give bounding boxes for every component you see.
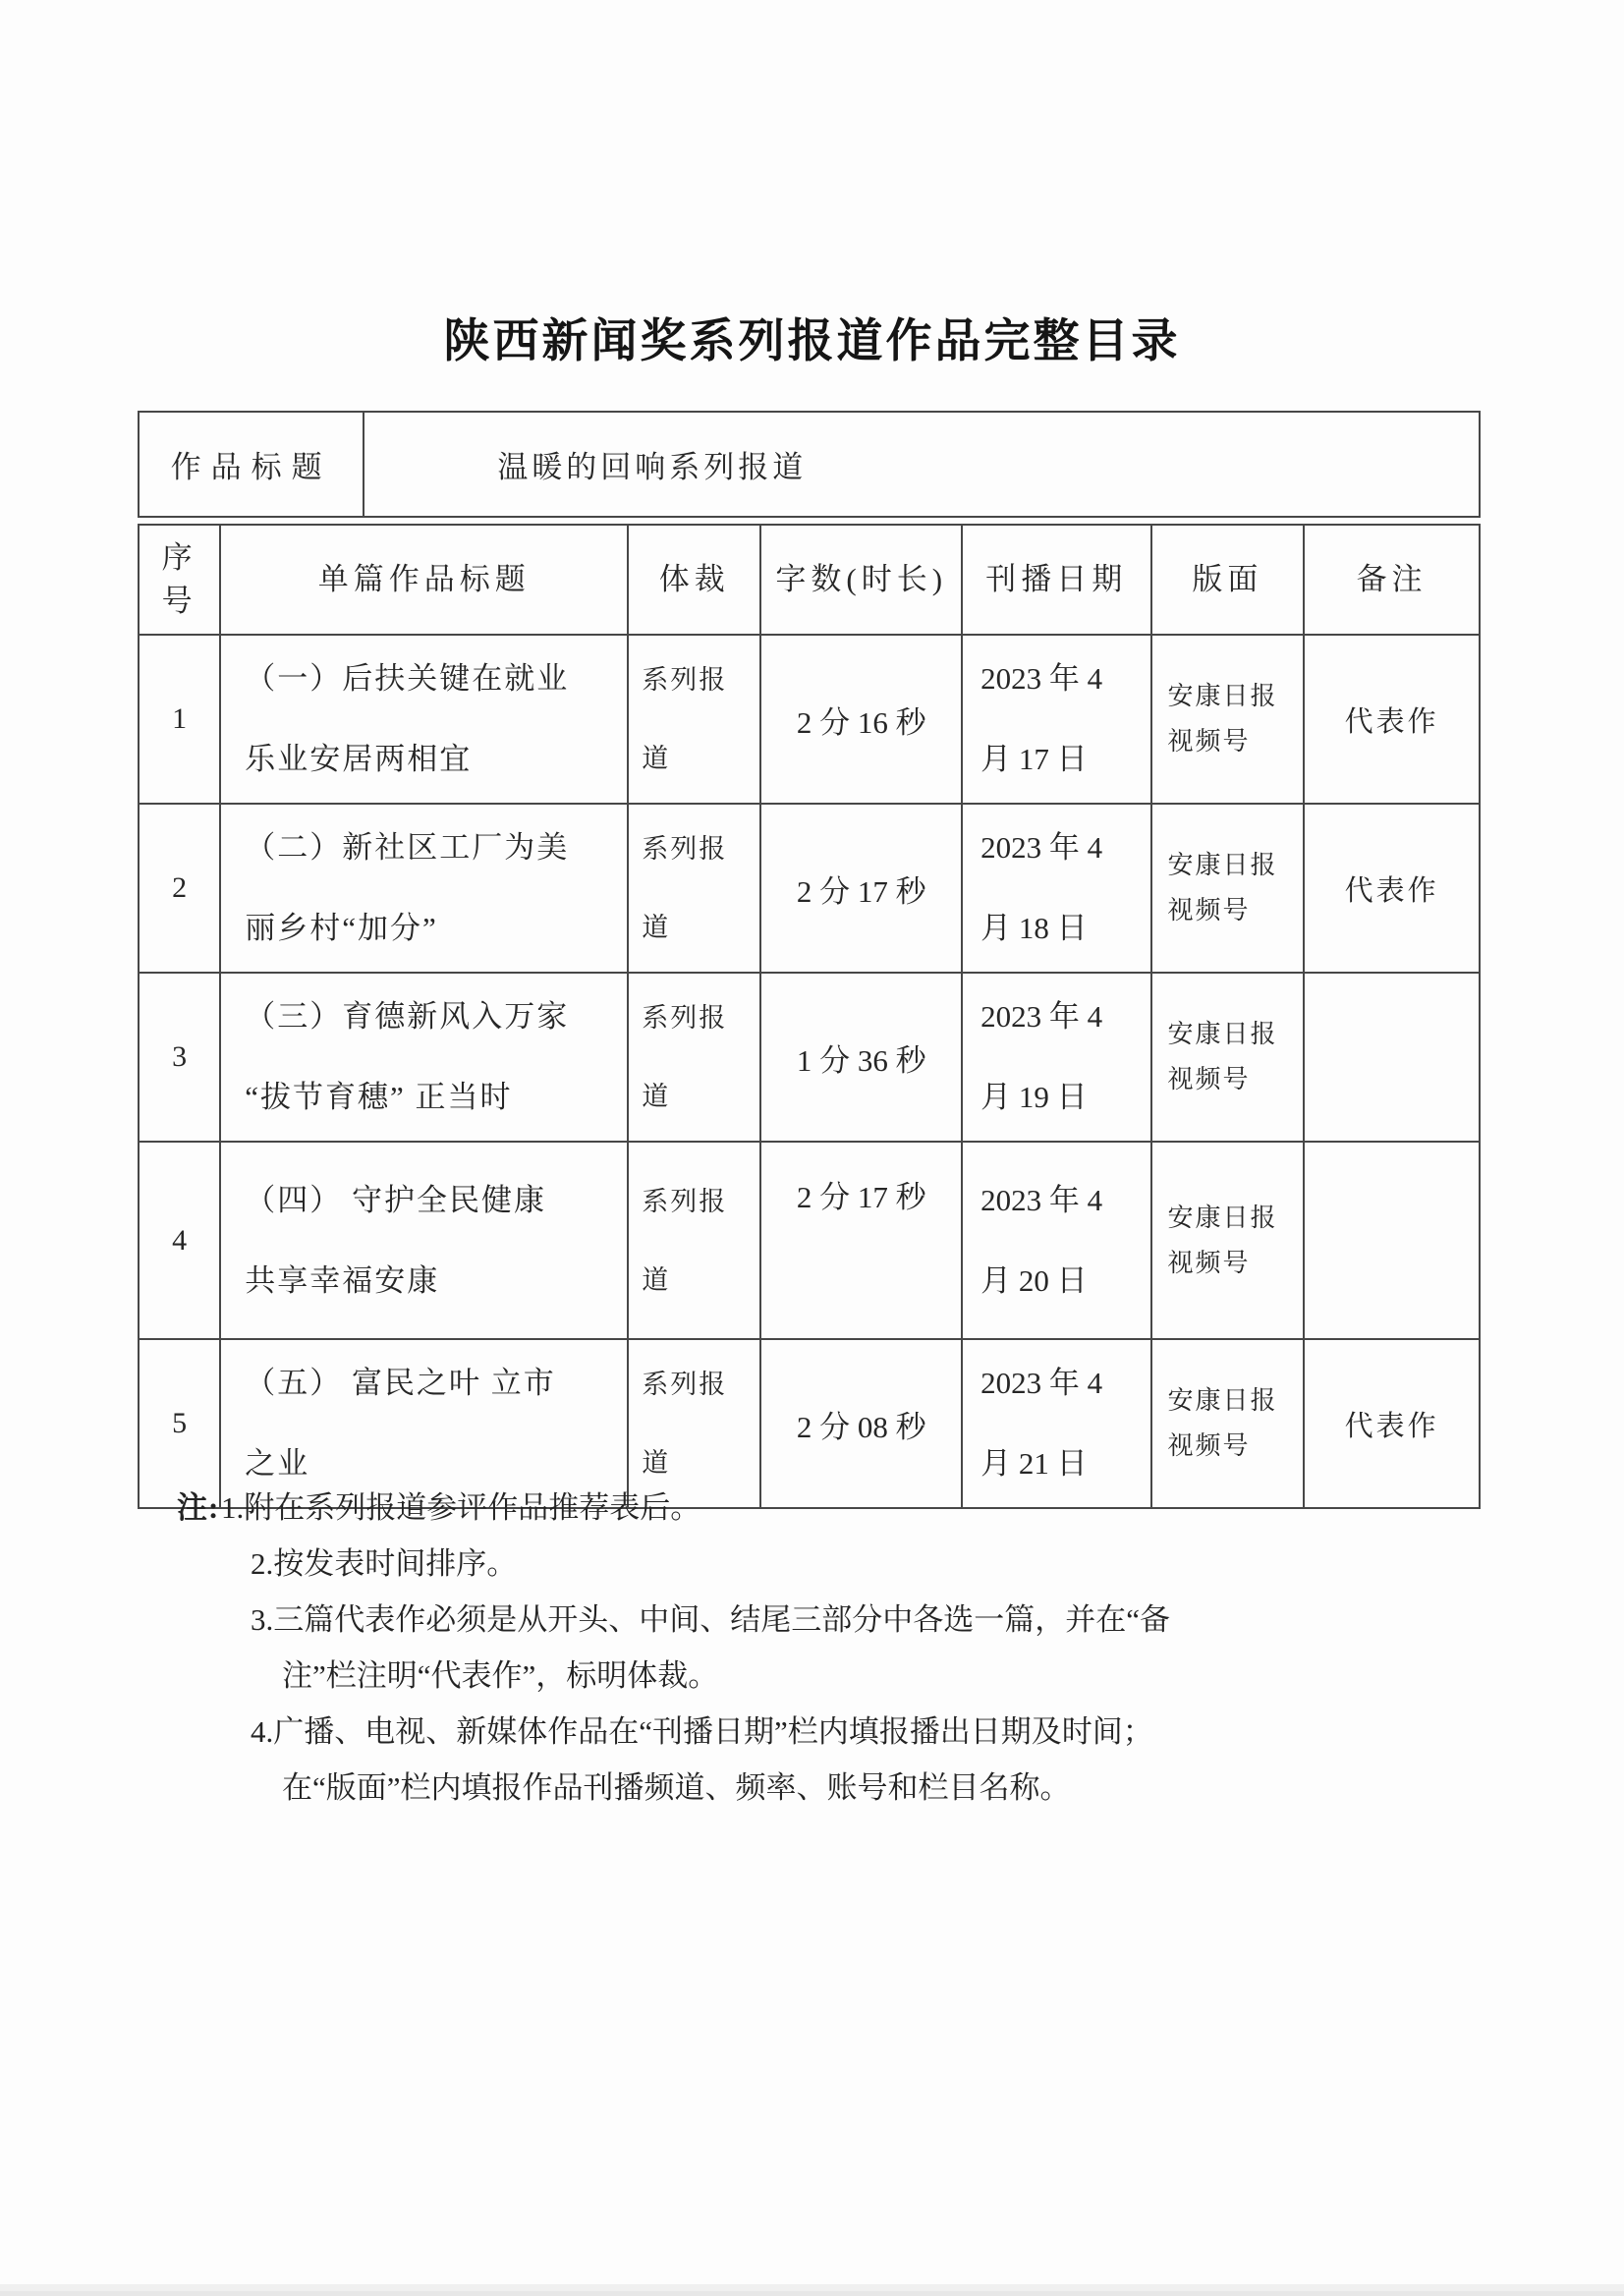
document-title: 陕西新闻奖系列报道作品完整目录 [443,314,1181,366]
work-row [139,804,1480,973]
genre-cell [628,973,760,1142]
page-cell [1151,804,1305,973]
page-cell [1151,973,1305,1142]
cell-line: 视频号 [1167,1065,1251,1093]
cell-line: 单篇作品标题 [317,562,531,596]
cell-line: 安康日报 [1167,851,1278,879]
cell-line: 月 19 日 [980,1080,1088,1114]
works-table-body [139,635,1480,1508]
cell-line: 道 [642,744,671,773]
page-cell [1151,1142,1305,1339]
works-table [138,411,1481,1509]
cell-line: 字数(时长) [775,562,948,596]
notes-items [221,1480,1513,1816]
notes-label: 注: [177,1490,220,1525]
work-title-row [139,412,1480,517]
work-title-cell [220,973,628,1142]
work-title-cell [220,635,628,804]
cell-line: （三）育德新风入万家 [245,999,570,1034]
cell-line: 月 17 日 [980,742,1088,776]
note-line: 3.三篇代表作必须是从开头、中间、结尾三部分中各选一篇，并在“备 [251,1602,1171,1637]
works-list-table [138,524,1481,1509]
cell-line: 安康日报 [1167,1386,1278,1415]
cell-line: 月 18 日 [980,911,1088,945]
duration-cell: 2 分 17 秒 [760,1142,962,1339]
genre-cell [628,1142,760,1339]
cell-line: 道 [642,1082,671,1111]
work-title-cell [220,1142,628,1339]
row-number-cell: 3 [139,973,220,1142]
note-item [251,1704,1513,1816]
work-row [139,1142,1480,1339]
cell-line: 安康日报 [1167,1203,1278,1232]
note-line: 在“版面”栏内填报作品刊播频道、频率、账号和栏目名称。 [282,1770,1071,1805]
genre-cell [628,804,760,973]
publish-date-cell [962,635,1150,804]
single-work-title-header-cell [220,525,628,635]
cell-line: 月 20 日 [980,1262,1088,1298]
cell-line: 丽乡村“加分” [245,911,438,945]
cell-line: 乐业安居两相宜 [245,742,473,776]
note-line: 注”栏注明“代表作”，标明体裁。 [282,1658,719,1693]
cell-line: 视频号 [1167,1248,1251,1277]
note-line: 2.按发表时间排序。 [251,1546,518,1581]
publish-date-cell [962,804,1150,973]
remark-cell [1304,1142,1480,1339]
cell-line: 体裁 [658,562,730,596]
row-number-cell: 4 [139,1142,220,1339]
cell-line: 版面 [1192,562,1263,596]
note-item [251,1592,1513,1704]
scan-edge-artifact [0,2284,1624,2296]
work-row [139,635,1480,804]
publish-date-header-cell [962,525,1150,635]
cell-line: 安康日报 [1167,1020,1278,1048]
serial-number-header-cell [139,525,220,635]
remark-cell: 代表作 [1304,1339,1480,1508]
cell-line: 2023 年 4 [980,661,1103,696]
cell-line: 刊播日期 [985,562,1128,596]
genre-cell [628,635,760,804]
cell-line: 号 [161,584,197,618]
publish-date-cell [962,973,1150,1142]
duration-cell: 2 分 17 秒 [760,804,962,973]
cell-line: 系列报 [642,834,728,864]
page-cell [1151,635,1305,804]
duration-cell: 2 分 16 秒 [760,635,962,804]
duration-cell: 1 分 36 秒 [760,973,962,1142]
remark-header-cell [1304,525,1480,635]
works-table-header [139,525,1480,635]
cell-line: 2023 年 4 [980,1366,1103,1400]
cell-line: 系列报 [642,1003,728,1033]
cell-line: 系列报 [642,1370,728,1399]
cell-line: 视频号 [1167,1431,1251,1460]
note-item [251,1536,1513,1592]
cell-line: 道 [642,913,671,942]
note-line: 4.广播、电视、新媒体作品在“刊播日期”栏内填报播出日期及时间； [251,1714,1153,1749]
cell-line: 道 [642,1448,671,1478]
cell-line: 视频号 [1167,896,1251,924]
row-number-cell: 1 [139,635,220,804]
cell-line: 视频号 [1167,727,1251,756]
cell-line: 月 21 日 [980,1446,1088,1481]
cell-line: “拔节育穗” 正当时 [245,1080,513,1114]
remark-cell: 代表作 [1304,635,1480,804]
cell-line: 2023 年 4 [980,1182,1103,1217]
cell-line: 备注 [1356,562,1428,596]
cell-line: 2023 年 4 [980,999,1103,1034]
cell-line: 之业 [245,1446,310,1481]
cell-line: 安康日报 [1167,682,1278,710]
works-header-row [139,525,1480,635]
cell-line: （一）后扶关键在就业 [245,661,570,696]
remark-cell [1304,973,1480,1142]
cell-line: （四） 守护全民健康 [245,1182,546,1217]
cell-line: 序 [161,540,197,575]
cell-line: 系列报 [642,665,728,695]
notes-section [177,1480,1513,1816]
work-title-cell [220,804,628,973]
page-layout-header-cell [1151,525,1305,635]
cell-line: 2023 年 4 [980,830,1103,865]
cell-line: 系列报 [642,1186,728,1216]
note-item [221,1480,1513,1536]
note-line: 1.附在系列报道参评作品推荐表后。 [221,1490,701,1525]
cell-line: 道 [642,1264,671,1295]
cell-line: （二）新社区工厂为美 [245,830,570,865]
remark-cell: 代表作 [1304,804,1480,973]
cell-line: （五） 富民之叶 立市 [245,1366,556,1400]
word-count-duration-header-cell [760,525,962,635]
row-number-cell: 2 [139,804,220,973]
publish-date-cell [962,1142,1150,1339]
work-title-value-cell: 温暖的回响系列报道 [364,412,1480,517]
genre-header-cell [628,525,760,635]
row-number-cell: 5 [139,1339,220,1508]
duration-cell: 2 分 08 秒 [760,1339,962,1508]
work-row [139,973,1480,1142]
work-title-table [138,411,1481,518]
cell-line: 共享幸福安康 [245,1262,440,1298]
work-title-label-cell: 作品标题 [139,412,364,517]
